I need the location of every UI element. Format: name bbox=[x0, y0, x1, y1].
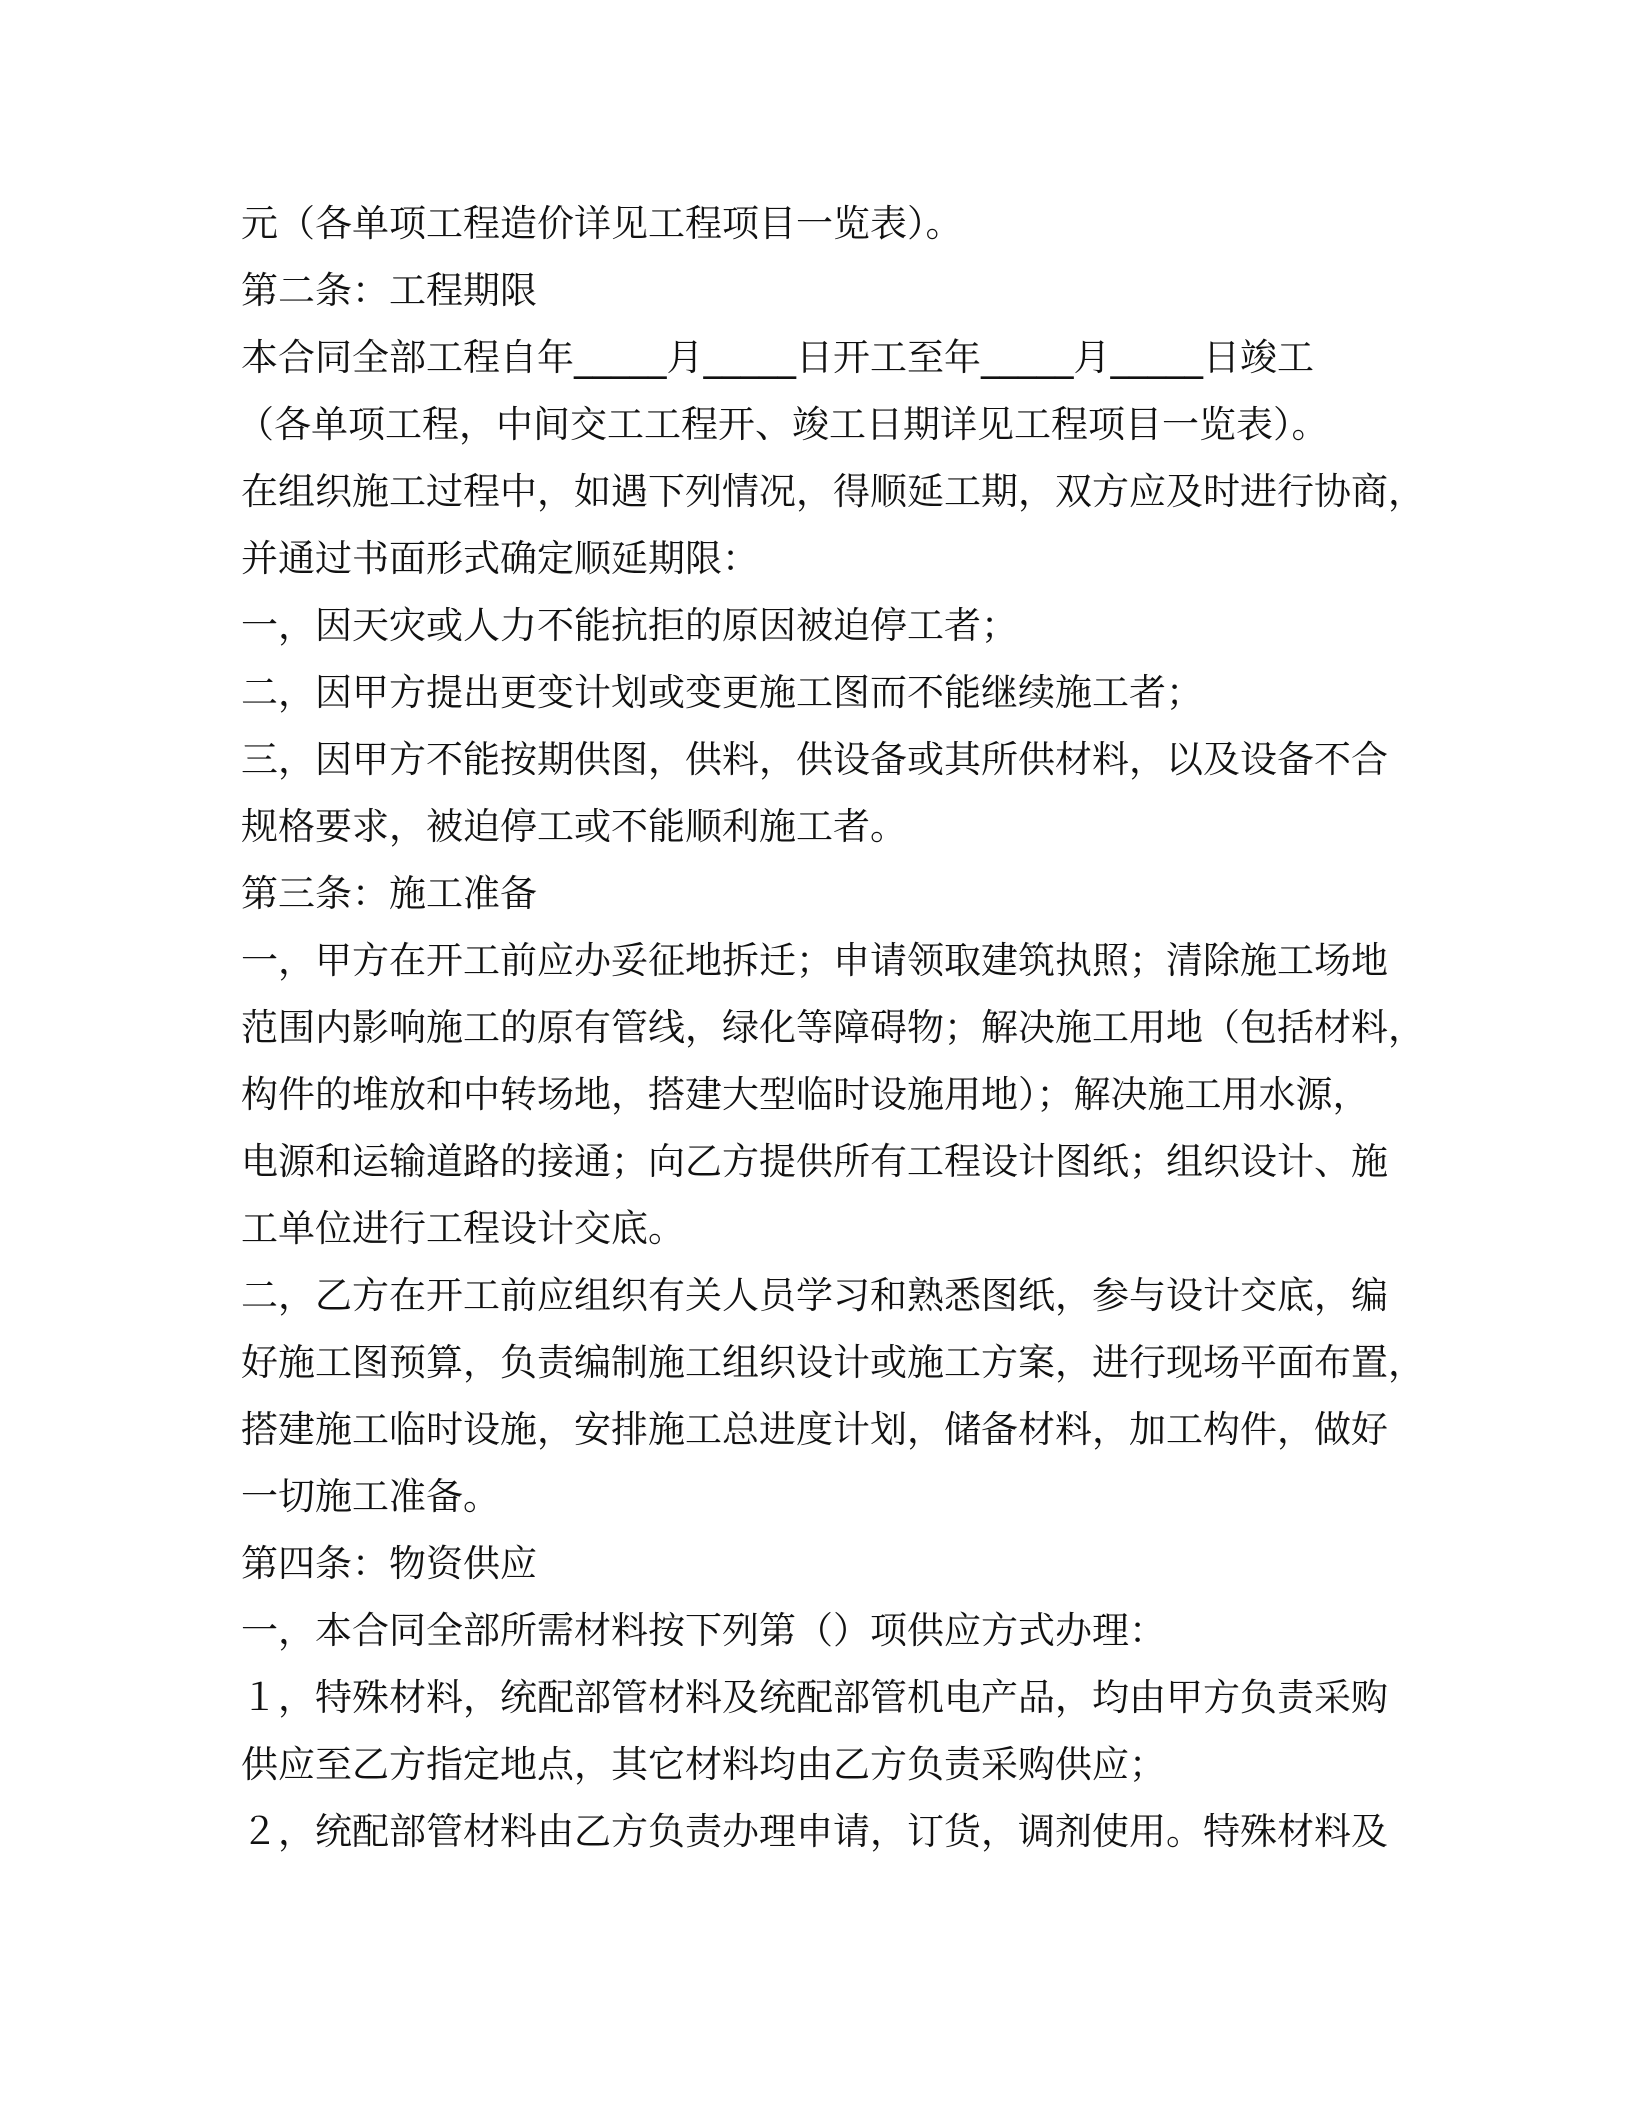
text-line: 范围内影响施工的原有管线，绿化等障碍物；解决施工用地（包括材料， bbox=[241, 1006, 1425, 1049]
text-line: 本合同全部工程自年_____月_____日开工至年_____月_____日竣工 bbox=[241, 336, 1314, 379]
list-item: 一，本合同全部所需材料按下列第（）项供应方式办理： bbox=[241, 1609, 1166, 1652]
text-line: 好施工图预算，负责编制施工组织设计或施工方案，进行现场平面布置， bbox=[241, 1341, 1425, 1384]
list-item: 一，因天灾或人力不能抗拒的原因被迫停工者； bbox=[241, 604, 1018, 647]
section-heading-article-4: 第四条：物资供应 bbox=[241, 1542, 537, 1585]
text-line: 供应至乙方指定地点，其它材料均由乙方负责采购供应； bbox=[241, 1743, 1166, 1786]
text-line: 元（各单项工程造价详见工程项目一览表）。 bbox=[241, 202, 963, 245]
text-line: 电源和运输道路的接通；向乙方提供所有工程设计图纸；组织设计、施 bbox=[241, 1140, 1388, 1183]
text-line: 构件的堆放和中转场地，搭建大型临时设施用地）；解决施工用水源， bbox=[241, 1073, 1370, 1116]
list-item: 二，乙方在开工前应组织有关人员学习和熟悉图纸，参与设计交底，编 bbox=[241, 1274, 1388, 1317]
text-line: 在组织施工过程中，如遇下列情况，得顺延工期，双方应及时进行协商， bbox=[241, 470, 1425, 513]
text-line: 搭建施工临时设施，安排施工总进度计划，储备材料，加工构件，做好 bbox=[241, 1408, 1388, 1451]
list-item: 一，甲方在开工前应办妥征地拆迁；申请领取建筑执照；清除施工场地 bbox=[241, 939, 1388, 982]
text-line: 并通过书面形式确定顺延期限： bbox=[241, 537, 759, 580]
list-item: ２，统配部管材料由乙方负责办理申请，订货，调剂使用。特殊材料及 bbox=[241, 1810, 1388, 1853]
text-line: 一切施工准备。 bbox=[241, 1475, 500, 1518]
list-item: 三，因甲方不能按期供图，供料，供设备或其所供材料，以及设备不合 bbox=[241, 738, 1388, 781]
text-line: 规格要求，被迫停工或不能顺利施工者。 bbox=[241, 805, 907, 848]
text-line: 工单位进行工程设计交底。 bbox=[241, 1207, 685, 1250]
list-item: １，特殊材料，统配部管材料及统配部管机电产品，均由甲方负责采购 bbox=[241, 1676, 1388, 1719]
document-body bbox=[237, 190, 1425, 1865]
section-heading-article-3: 第三条：施工准备 bbox=[241, 872, 537, 915]
section-heading-article-2: 第二条：工程期限 bbox=[241, 269, 537, 312]
text-line: （各单项工程，中间交工工程开、竣工日期详见工程项目一览表）。 bbox=[237, 403, 1329, 446]
list-item: 二，因甲方提出更变计划或变更施工图而不能继续施工者； bbox=[241, 671, 1203, 714]
